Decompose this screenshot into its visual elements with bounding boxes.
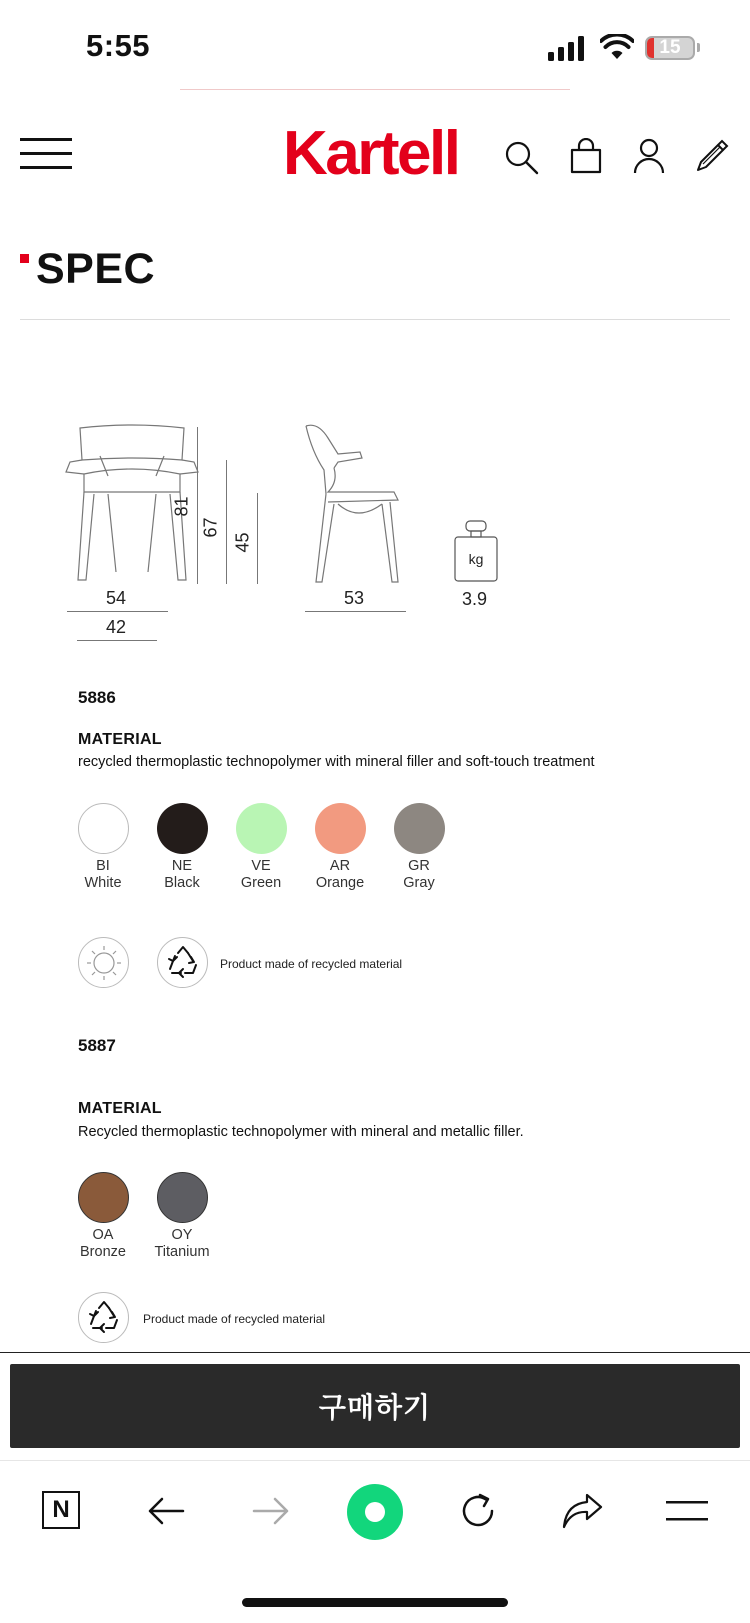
hamburger-menu-button[interactable]: [20, 136, 72, 172]
buy-bar-divider: [0, 1352, 750, 1353]
green-dot-icon: [346, 1483, 404, 1541]
menu-icon: [666, 1499, 708, 1523]
loading-line: [180, 89, 570, 90]
n-icon: N: [42, 1491, 80, 1529]
dim-width: 54: [106, 588, 127, 608]
status-time: 5:55: [86, 28, 151, 63]
green-dot-button[interactable]: [346, 1483, 404, 1541]
color-swatch-green[interactable]: [236, 803, 287, 854]
home-indicator: [242, 1598, 508, 1607]
color-code: OA: [92, 1227, 114, 1243]
forward-button[interactable]: [250, 1490, 292, 1532]
chair-side-drawing: [298, 422, 410, 590]
recycle-badge: [78, 1292, 129, 1343]
material-title: MATERIAL: [78, 731, 162, 748]
wifi-icon: [600, 34, 634, 61]
recycle-text: Product made of recycled material: [220, 957, 403, 971]
dim-depth: 53: [344, 588, 365, 608]
color-name: Black: [164, 875, 200, 891]
menu-icon: [20, 137, 72, 171]
signal-icon: [548, 36, 588, 61]
color-swatch-bronze[interactable]: [78, 1172, 129, 1223]
more-menu-button[interactable]: [665, 1492, 709, 1530]
color-swatch-titanium[interactable]: [157, 1172, 208, 1223]
battery-indicator: [645, 36, 695, 60]
recycle-icon: [163, 943, 203, 983]
recycle-badge: [157, 937, 208, 988]
battery-level: 15: [659, 37, 681, 58]
refresh-button[interactable]: [456, 1489, 500, 1533]
color-code: OY: [171, 1227, 193, 1243]
dim-seat-height: 45: [232, 532, 253, 553]
arrow-left-icon: [147, 1496, 185, 1526]
battery-nub: [697, 43, 700, 52]
color-code: GR: [408, 858, 430, 874]
color-swatch-gray[interactable]: [394, 803, 445, 854]
dim-weight: 3.9: [462, 589, 488, 609]
material-description: Recycled thermoplastic technopolymer with mineral and metallic filler.: [78, 1124, 524, 1140]
spec-divider: [20, 319, 730, 320]
color-name: Orange: [315, 875, 365, 891]
kartell-logo[interactable]: Kartell: [283, 119, 459, 188]
color-code: AR: [329, 858, 351, 874]
arrow-right-icon: [252, 1496, 290, 1526]
cart-button[interactable]: [566, 136, 606, 176]
color-name: White: [84, 875, 122, 891]
color-swatch-orange[interactable]: [315, 803, 366, 854]
sun-badge: [78, 937, 129, 988]
recycle-text: Product made of recycled material: [143, 1312, 326, 1326]
dim-height: 81: [171, 496, 192, 517]
naver-home-button[interactable]: [38, 1487, 84, 1533]
sun-icon: [83, 942, 125, 984]
pen-icon: [694, 138, 730, 174]
spec-accent-mark: [20, 254, 29, 263]
color-swatch-black[interactable]: [157, 803, 208, 854]
dim-arm-height: 67: [200, 517, 221, 538]
account-button[interactable]: [629, 136, 669, 176]
weight-unit: kg: [468, 551, 484, 567]
color-name: Titanium: [154, 1244, 210, 1260]
color-code: VE: [251, 858, 271, 874]
color-code: BI: [96, 858, 110, 874]
color-code: NE: [171, 858, 193, 874]
material-title: MATERIAL: [78, 1100, 162, 1117]
recycle-icon: [84, 1298, 124, 1338]
color-name: Gray: [403, 875, 435, 891]
color-name: Green: [240, 875, 282, 891]
buy-button[interactable]: 구매하기: [10, 1364, 740, 1448]
product-code: 5887: [78, 1036, 116, 1055]
material-description: recycled thermoplastic technopolymer with mineral filler and soft-touch treatment: [78, 754, 595, 770]
color-swatch-white[interactable]: [78, 803, 129, 854]
customize-button[interactable]: [692, 136, 732, 176]
color-name: Bronze: [80, 1244, 126, 1260]
shopping-bag-icon: [570, 138, 602, 174]
search-icon: [504, 140, 540, 176]
nav-divider: [0, 1460, 750, 1461]
spec-title: SPEC: [36, 245, 156, 293]
back-button[interactable]: [145, 1490, 187, 1532]
share-icon: [561, 1492, 603, 1530]
search-button[interactable]: [502, 138, 542, 178]
share-button[interactable]: [560, 1489, 604, 1533]
refresh-icon: [458, 1491, 498, 1531]
user-icon: [633, 138, 665, 174]
product-code: 5886: [78, 688, 116, 707]
dim-seat-width: 42: [106, 617, 127, 637]
